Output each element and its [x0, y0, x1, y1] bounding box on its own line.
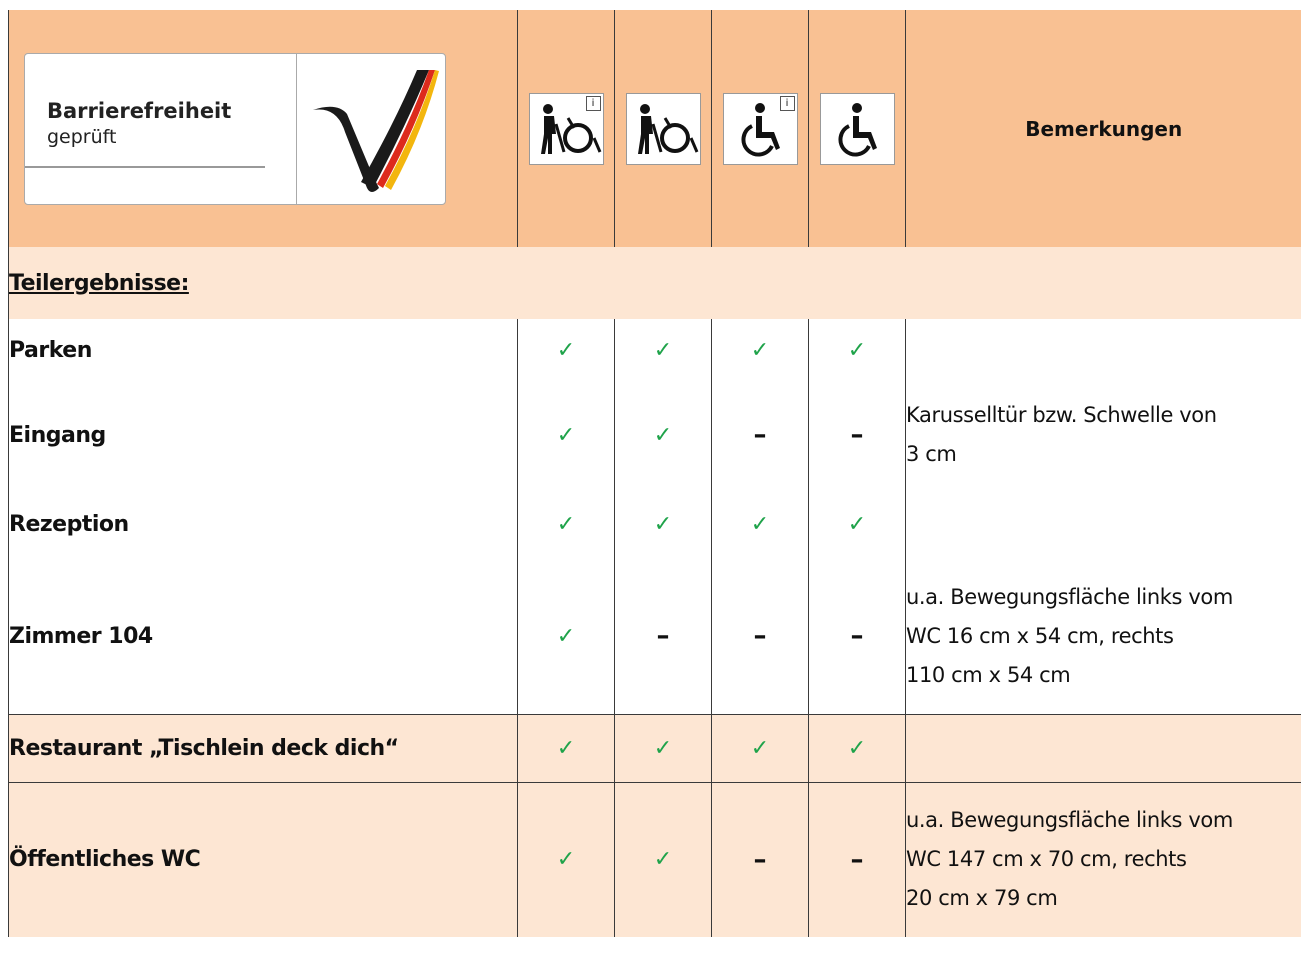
- check-icon: ✓: [556, 511, 576, 537]
- wheelchair-icon: [723, 93, 798, 165]
- table-row: [9, 559, 1301, 714]
- dash-icon: –: [850, 844, 864, 875]
- check-icon: ✓: [556, 847, 576, 873]
- header-icon-cell-1: [518, 10, 615, 247]
- remark-cell: [906, 381, 1301, 489]
- wheelchair-icon: [820, 93, 895, 165]
- check-icon: ✓: [653, 337, 673, 363]
- walking-impaired-icon: [626, 93, 701, 165]
- table-row: [9, 714, 1301, 782]
- header-icon-cell-2: [615, 10, 712, 247]
- remarks-header: Bemerkungen: [906, 10, 1301, 247]
- mark-cell: [712, 714, 809, 782]
- remark-line: WC 16 cm x 54 cm, rechts: [906, 623, 1174, 648]
- row-label: Öffentliches WC: [9, 782, 518, 937]
- remark-line: 3 cm: [906, 442, 957, 466]
- dash-icon: –: [656, 621, 670, 652]
- check-icon: ✓: [750, 511, 770, 537]
- header-row: [9, 10, 1301, 247]
- mark-cell: [615, 319, 712, 381]
- logo-cell: [9, 10, 518, 247]
- mark-cell: [712, 489, 809, 559]
- table-row: [9, 381, 1301, 489]
- check-icon: ✓: [847, 337, 867, 363]
- logo-subtitle: geprüft: [47, 125, 117, 148]
- table-row: [9, 782, 1301, 937]
- dash-icon: –: [850, 621, 864, 652]
- check-icon: ✓: [750, 735, 770, 761]
- table-row: [9, 319, 1301, 381]
- mark-cell: [712, 559, 809, 714]
- info-icon: i: [586, 96, 601, 111]
- mark-cell: [712, 782, 809, 937]
- mark-cell: [615, 714, 712, 782]
- mark-cell: [712, 381, 809, 489]
- mark-cell: [615, 782, 712, 937]
- check-icon: ✓: [653, 422, 673, 448]
- check-icon: ✓: [847, 735, 867, 761]
- section-row: [9, 247, 1301, 319]
- check-icon: ✓: [556, 623, 576, 649]
- check-icon: ✓: [653, 735, 673, 761]
- check-icon: ✓: [653, 847, 673, 873]
- remark-cell: [906, 489, 1301, 559]
- results-table: [8, 10, 1301, 937]
- header-icon-cell-3: [712, 10, 809, 247]
- mark-cell: [518, 489, 615, 559]
- checkmark-flag-icon: [307, 62, 439, 196]
- check-icon: ✓: [556, 337, 576, 363]
- dash-icon: –: [753, 420, 767, 450]
- check-icon: ✓: [556, 735, 576, 761]
- mark-cell: [809, 489, 906, 559]
- mark-cell: [809, 381, 906, 489]
- logo-underline: [25, 166, 265, 168]
- remark-cell: [906, 559, 1301, 714]
- check-icon: ✓: [750, 337, 770, 363]
- row-label: Rezeption: [9, 489, 518, 559]
- table-row: [9, 489, 1301, 559]
- remark-line: u.a. Bewegungsfläche links vom: [906, 808, 1233, 833]
- barrierefreiheit-logo: [24, 53, 446, 205]
- mark-cell: [518, 782, 615, 937]
- remark-line: WC 147 cm x 70 cm, rechts: [906, 847, 1187, 872]
- remark-cell: [906, 319, 1301, 381]
- check-icon: ✓: [847, 511, 867, 537]
- mark-cell: [712, 319, 809, 381]
- check-icon: ✓: [556, 422, 576, 448]
- check-icon: ✓: [653, 511, 673, 537]
- remark-line: 20 cm x 79 cm: [906, 886, 1058, 911]
- mark-cell: [518, 319, 615, 381]
- row-label: Restaurant „Tischlein deck dich“: [9, 714, 518, 782]
- dash-icon: –: [850, 420, 864, 450]
- remark-line: 110 cm x 54 cm: [906, 662, 1071, 687]
- mark-cell: [615, 489, 712, 559]
- remark-cell: [906, 782, 1301, 937]
- remark-line: u.a. Bewegungsfläche links vom: [906, 584, 1233, 609]
- row-label: Parken: [9, 319, 518, 381]
- header-icon-cell-4: [809, 10, 906, 247]
- row-label: Eingang: [9, 381, 518, 489]
- mark-cell: [518, 714, 615, 782]
- mark-cell: [809, 714, 906, 782]
- mark-cell: [615, 559, 712, 714]
- dash-icon: –: [753, 621, 767, 652]
- info-icon: i: [780, 96, 795, 111]
- dash-icon: –: [753, 844, 767, 875]
- mark-cell: [809, 319, 906, 381]
- logo-title: Barrierefreiheit: [47, 98, 232, 123]
- mark-cell: [615, 381, 712, 489]
- logo-divider: [296, 54, 297, 204]
- mark-cell: [518, 381, 615, 489]
- section-title-text: Teilergebnisse:: [9, 270, 189, 296]
- section-title: [9, 247, 1301, 319]
- row-label: Zimmer 104: [9, 559, 518, 714]
- remark-line: Karusselltür bzw. Schwelle von: [906, 403, 1217, 427]
- mark-cell: [809, 782, 906, 937]
- mark-cell: [809, 559, 906, 714]
- walking-impaired-icon: [529, 93, 604, 165]
- mark-cell: [518, 559, 615, 714]
- remark-cell: [906, 714, 1301, 782]
